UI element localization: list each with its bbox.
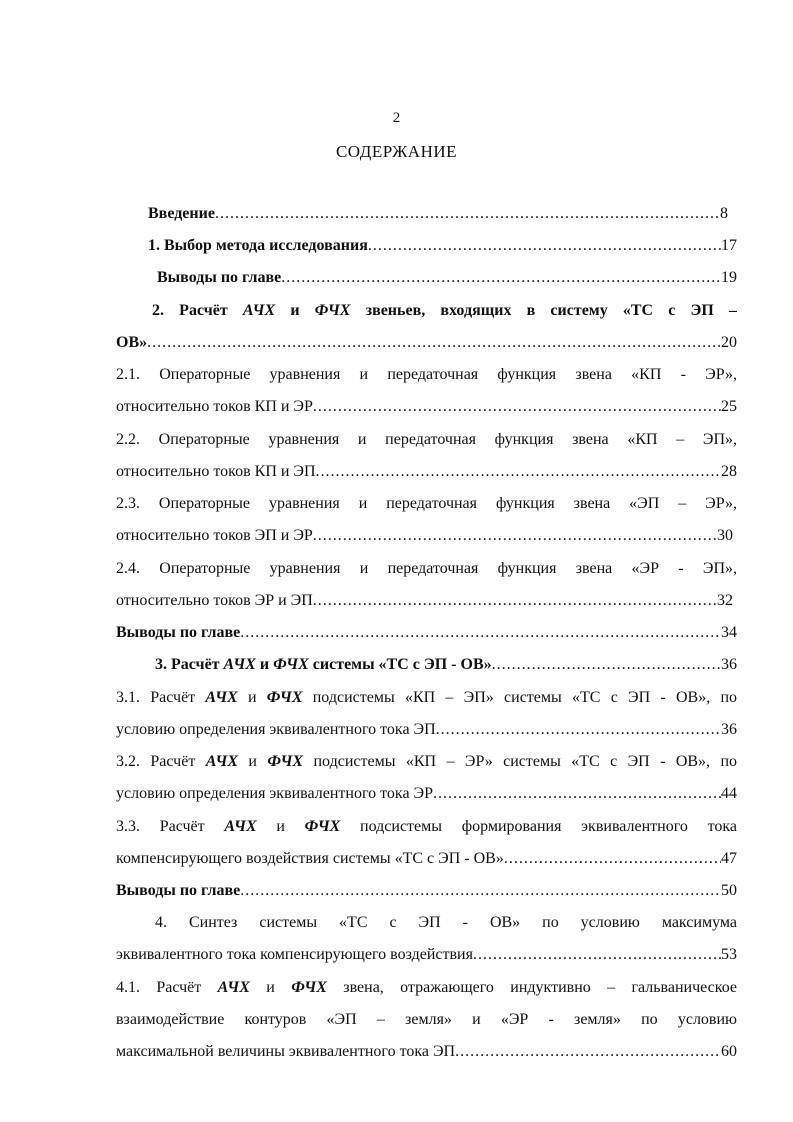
toc-entry-text: максимальной величины эквивалентного тока ЭП (116, 1043, 456, 1060)
toc-text-italic: ФЧХ (291, 979, 327, 996)
toc-text: подсистемы «КП – ЭР» системы «ТС с ЭП - ОВ», по (303, 753, 737, 770)
toc-entry-text: условию определения эквивалентного тока ЭР (116, 785, 434, 802)
toc-entry-chapter-4-line-2 (116, 946, 737, 970)
toc-text: системы «ТС с ЭП - ОВ» (308, 656, 492, 673)
toc-text-italic: ФЧХ (304, 818, 341, 835)
page-number: 2 (392, 110, 401, 126)
toc-entry-page: 50 (721, 882, 737, 899)
toc-leader-dots (455, 1043, 721, 1061)
toc-leader-dots (433, 785, 721, 803)
toc-entry-page: 44 (721, 785, 737, 802)
toc-text-italic: АЧХ (223, 656, 256, 673)
toc-text-italic: АЧХ (205, 689, 238, 706)
toc-entry-page: 32 (717, 592, 733, 609)
toc-entry-text: относительно токов ЭР и ЭП (116, 592, 313, 609)
toc-entry-2-2-line-1: 2.2. Операторные уравнения и передаточная функция звена «КП – ЭП», (116, 431, 737, 448)
toc-leader-dots (281, 269, 721, 287)
toc-entry-page: 19 (721, 269, 737, 286)
toc-entry-intro (148, 205, 728, 229)
toc-leader-dots (316, 463, 721, 481)
toc-leader-dots (313, 592, 717, 610)
toc-entry-page: 30 (717, 527, 733, 544)
toc-leader-dots (240, 624, 721, 642)
toc-entry-2-3-line-1: 2.3. Операторные уравнения и передаточная функция звена «ЭП – ЭР», (116, 495, 737, 512)
toc-entry-chapter-4-line-1: 4. Синтез системы «ТС с ЭП - ОВ» по условию максимума (155, 914, 737, 931)
toc-entry-chapter-3 (155, 656, 737, 680)
toc-entry-text: 1. Выбор метода исследования (148, 237, 368, 254)
toc-text-italic: АЧХ (205, 753, 239, 770)
toc-text-italic: ФЧХ (267, 753, 304, 770)
toc-entry-page: 8 (720, 205, 728, 222)
toc-text-italic: ФЧХ (273, 656, 309, 673)
toc-text: и (238, 753, 268, 770)
toc-text: и (255, 656, 274, 673)
toc-text: звена, отражающего индуктивно – гальваническое (326, 979, 737, 996)
toc-entry-page: 20 (721, 334, 737, 351)
toc-entry-text: ОВ» (116, 334, 148, 351)
toc-text: 4.1. Расчёт (116, 979, 218, 996)
toc-entry-text: относительно токов ЭП и ЭР (116, 527, 313, 544)
toc-text: звеньев, входящих в систему «ТС с ЭП – (350, 302, 737, 319)
toc-text-italic: АЧХ (242, 302, 276, 319)
toc-entry-page: 34 (721, 624, 737, 641)
toc-entry-3-1-line-1 (116, 689, 737, 713)
toc-leader-dots (436, 721, 721, 739)
toc-entry-page: 36 (721, 656, 737, 673)
toc-entry-page: 17 (721, 237, 737, 254)
toc-text-italic: ФЧХ (314, 302, 351, 319)
toc-entry-page: 36 (721, 721, 737, 738)
toc-entry-2-3-line-2 (116, 527, 733, 551)
toc-text: 3.3. Расчёт (116, 818, 225, 835)
toc-leader-dots (504, 850, 721, 868)
toc-leader-dots (313, 527, 717, 545)
toc-leader-dots (368, 237, 721, 255)
toc-entry-3-2-line-2 (116, 785, 737, 809)
toc-entry-2-1-line-1: 2.1. Операторные уравнения и передаточная функция звена «КП - ЭР», (116, 366, 737, 383)
toc-entry-page: 47 (721, 850, 737, 867)
toc-entry-3-2-line-1 (116, 753, 737, 777)
toc-entry-2-1-line-2 (116, 398, 737, 422)
toc-entry-text: компенсирующего воздействия системы «ТС с ЭП - ОВ» (116, 850, 504, 867)
toc-text: и (256, 818, 305, 835)
toc-leader-dots (240, 882, 721, 900)
toc-entry-text: Выводы по главе (116, 624, 241, 641)
toc-entry-page: 25 (721, 398, 737, 415)
toc-entry-4-1-line-1 (116, 979, 737, 1003)
toc-leader-dots (147, 334, 721, 352)
toc-entry-2-2-line-2 (116, 463, 737, 487)
toc-entry-text (155, 656, 492, 674)
toc-entry-text: Введение (148, 205, 215, 222)
toc-entry-page: 53 (721, 946, 737, 963)
toc-text: и (249, 979, 292, 996)
toc-leader-dots (215, 205, 720, 223)
toc-entry-3-3-line-1 (116, 818, 737, 842)
toc-text: 2. Расчёт (152, 302, 243, 319)
toc-entry-4-1-line-3 (116, 1043, 737, 1067)
toc-entry-chapter-1 (148, 237, 737, 261)
toc-entry-2-4-line-2 (116, 592, 733, 616)
toc-entry-text: условию определения эквивалентного тока ЭП (116, 721, 436, 738)
toc-text-italic: АЧХ (217, 979, 250, 996)
toc-text: 3.2. Расчёт (116, 753, 206, 770)
toc-text: подсистемы формирования эквивалентного тока (340, 818, 737, 835)
toc-entry-4-1-line-2: взаимодействие контуров «ЭП – земля» и «ЭР - земля» по условию (116, 1011, 737, 1028)
toc-entry-chapter-2-line-1 (152, 302, 737, 326)
toc-entry-chapter-2-conclusions (116, 624, 737, 648)
toc-entry-chapter-2-line-2 (116, 334, 737, 358)
page-title: СОДЕРЖАНИЕ (335, 142, 458, 161)
toc-text-italic: АЧХ (224, 818, 257, 835)
toc-entry-text: относительно токов КП и ЭП (116, 463, 316, 480)
toc-entry-page: 28 (721, 463, 737, 480)
toc-entry-chapter-3-conclusions (116, 882, 737, 906)
toc-entry-2-4-line-1: 2.4. Операторные уравнения и передаточная функция звена «ЭР - ЭП», (116, 560, 737, 577)
toc-leader-dots (313, 398, 721, 416)
toc-text: и (237, 689, 267, 706)
toc-entry-3-1-line-2 (116, 721, 737, 745)
toc-text-italic: ФЧХ (266, 689, 303, 706)
toc-entry-3-3-line-2 (116, 850, 737, 874)
toc-text: подсистемы «КП – ЭП» системы «ТС с ЭП - ОВ», по (302, 689, 737, 706)
toc-entry-chapter-1-conclusions (157, 269, 737, 293)
toc-text: и (275, 302, 315, 319)
toc-entry-text: относительно токов КП и ЭР (116, 398, 313, 415)
toc-leader-dots (473, 946, 721, 964)
toc-text: 3.1. Расчёт (116, 689, 206, 706)
toc-leader-dots (492, 656, 721, 674)
toc-entry-text: Выводы по главе (116, 882, 241, 899)
toc-entry-text: эквивалентного тока компенсирующего воздействия (116, 946, 473, 963)
toc-text: 3. Расчёт (155, 656, 224, 673)
toc-entry-text: Выводы по главе (157, 269, 282, 286)
toc-entry-page: 60 (721, 1043, 737, 1060)
